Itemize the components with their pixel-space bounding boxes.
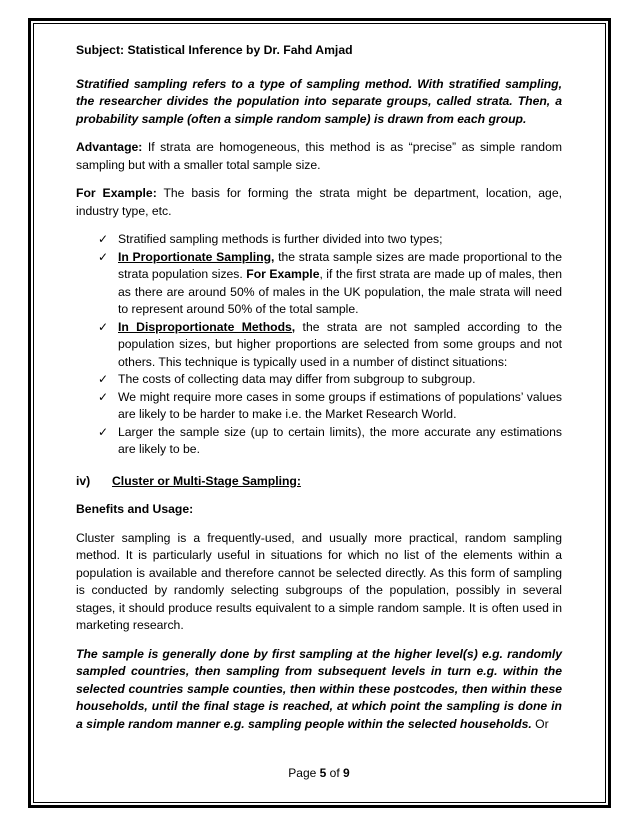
- check-list: [76, 231, 562, 459]
- checkmark-icon: ✓: [98, 249, 109, 264]
- section-number: iv): [76, 473, 91, 488]
- subject-header: Subject: Statistical Inference by Dr. Fahd Amjad: [76, 43, 353, 57]
- checkmark-icon: ✓: [98, 232, 109, 246]
- example-text: The basis for forming the strata might be department, location, age, industry type, etc.: [76, 186, 562, 218]
- section-heading: [76, 473, 562, 491]
- example-label: For Example:: [76, 186, 157, 200]
- benefits-heading: Benefits and Usage:: [76, 502, 194, 516]
- list-item: ✓ Stratified sampling methods is further divided into two types;: [98, 231, 562, 249]
- list-item: ✓ In Disproportionate Methods, the strata are not sampled according to the population sizes, but higher proportions are selected from some groups and not others. This technique is typically used in a number of distinct situations:: [98, 319, 562, 369]
- final-paragraph: The sample is generally done by first sampling at the higher level(s) e.g. randomly sampled countries, then sampling from subsequent levels in turn e.g. within the selected countries sample counties, then within these postcodes, then within these households, until the final stage is reached, at which point the sampling is done in a simple random manner e.g. sampling people within the selected households. Or: [76, 646, 562, 731]
- advantage-label: Advantage:: [76, 140, 143, 154]
- current-page: 5: [319, 766, 327, 780]
- section-title: Cluster or Multi-Stage Sampling:: [112, 473, 301, 488]
- advantage-paragraph: [76, 139, 562, 174]
- page-content: [76, 42, 562, 744]
- checkmark-icon: ✓: [98, 424, 109, 439]
- list-item: ✓ Larger the sample size (up to certain limits), the more accurate any estimations are likely to be.: [98, 424, 562, 456]
- page-footer: Page 5 of 9: [288, 766, 350, 780]
- checkmark-icon: ✓: [98, 389, 109, 404]
- checkmark-icon: ✓: [98, 372, 109, 386]
- cluster-paragraph: Cluster sampling is a frequently-used, and usually more practical, random sampling method. It is particularly useful in situations for which no list of the elements within a population is available and therefore cannot be selected directly. As this form of sampling is conducted by randomly selecting subgroups of the population, possibly in several stages, it should produce results equivalent to a simple random sample. It is often used in marketing research.: [76, 530, 562, 632]
- list-item: ✓ The costs of collecting data may differ from subgroup to subgroup.: [98, 371, 562, 389]
- checkmark-icon: ✓: [98, 319, 109, 334]
- intro-paragraph: Stratified sampling refers to a type of sampling method. With stratified sampling, the researcher divides the population into separate groups, called strata. Then, a probability sample (often a simple random sample) is drawn from each group.: [76, 76, 562, 126]
- example-paragraph: [76, 185, 562, 220]
- disproportionate-title: In Disproportionate Methods,: [118, 319, 296, 334]
- advantage-text: If strata are homogeneous, this method is as “precise” as simple random sampling but with a smaller total sample size.: [76, 140, 562, 172]
- list-item: ✓ In Proportionate Sampling, the strata sample sizes are made proportional to the strata population sizes. For Example, if the first strata are made up of males, then as there are around 50% of males in the UK population, the male strata will need to represent around 50% of the total sample.: [98, 249, 562, 316]
- list-item: ✓ We might require more cases in some groups if estimations of populations’ values are likely to be harder to make i.e. the Market Research World.: [98, 389, 562, 421]
- proportionate-title: In Proportionate Sampling,: [118, 249, 275, 264]
- total-pages: 9: [343, 766, 350, 780]
